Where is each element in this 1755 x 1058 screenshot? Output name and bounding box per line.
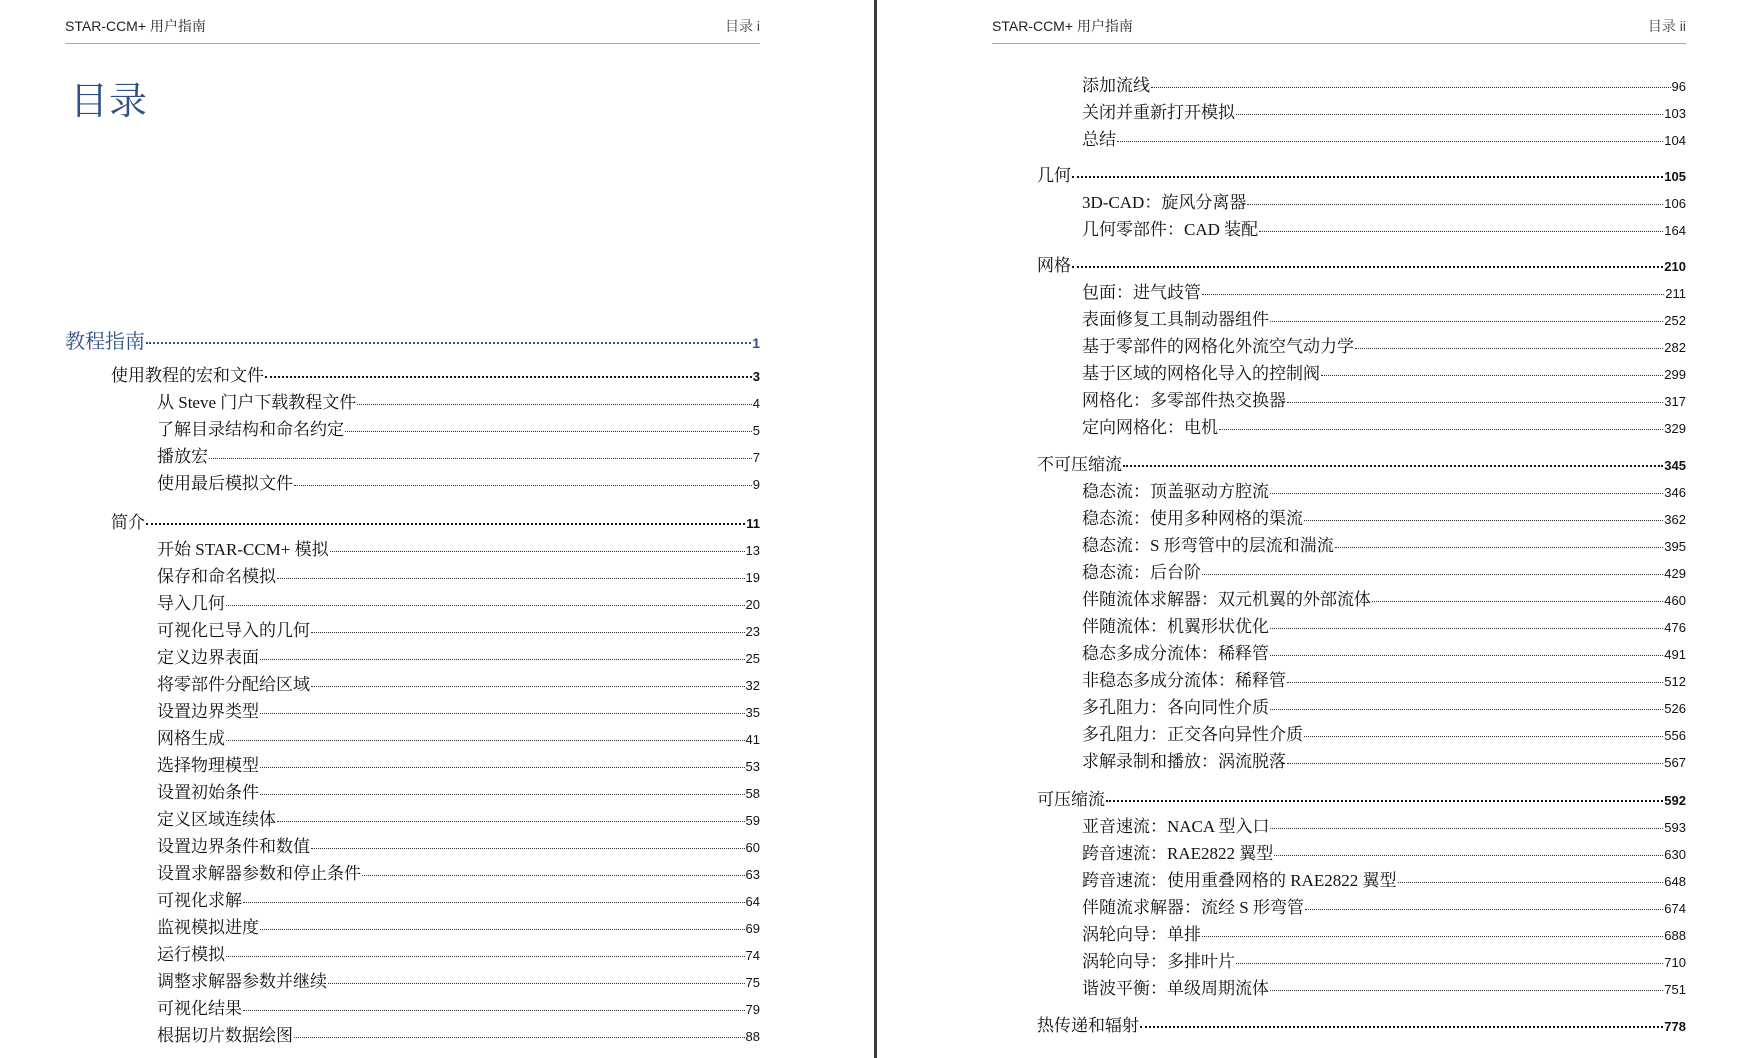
toc-entry-label: 设置边界类型 — [157, 702, 259, 721]
toc-entry-page-number: 63 — [745, 867, 760, 882]
dot-leader — [1202, 935, 1663, 937]
toc-entry-page-number: 20 — [745, 597, 760, 612]
toc-entry[interactable] — [111, 508, 760, 532]
toc-entry-label: 非稳态多成分流体：稀释管 — [1082, 671, 1286, 690]
dot-leader — [1202, 573, 1663, 575]
toc-entry-label: 使用最后模拟文件 — [157, 474, 293, 493]
toc-entry[interactable] — [157, 832, 760, 856]
dot-leader — [311, 847, 745, 849]
toc-entry[interactable] — [1082, 125, 1686, 149]
toc-entry-page-number: 751 — [1664, 982, 1686, 997]
dot-leader — [1355, 347, 1663, 349]
dot-leader — [1247, 203, 1663, 205]
header-rule — [65, 43, 760, 44]
toc-entry[interactable] — [1082, 504, 1686, 528]
toc-entry[interactable] — [157, 697, 760, 721]
dot-leader — [294, 1036, 745, 1038]
toc-entry-page-number: 329 — [1664, 421, 1686, 436]
toc-entry-page-number: 103 — [1664, 106, 1686, 121]
toc-entry-label: 基于零部件的网格化外流空气动力学 — [1082, 337, 1354, 356]
toc-entry-page-number: 96 — [1671, 79, 1686, 94]
toc-entry[interactable] — [1082, 693, 1686, 717]
toc-entry-label: 设置边界条件和数值 — [157, 837, 310, 856]
toc-entry-label: 选择物理模型 — [157, 756, 259, 775]
toc-entry-label: 教程指南 — [65, 329, 145, 353]
toc-entry[interactable] — [157, 1021, 760, 1045]
toc-entry[interactable] — [157, 805, 760, 829]
dot-leader — [277, 820, 745, 822]
dot-leader — [226, 955, 745, 957]
dot-leader — [1117, 140, 1663, 142]
toc-entry-label: 网格化：多零部件热交换器 — [1082, 391, 1286, 410]
toc-entry[interactable] — [1082, 215, 1686, 239]
toc-entry-label: 定义边界表面 — [157, 648, 259, 667]
toc-entry[interactable] — [157, 643, 760, 667]
dot-leader — [1287, 681, 1663, 683]
toc-entry-page-number: 13 — [745, 543, 760, 558]
toc-entry-label: 网格 — [1037, 256, 1071, 275]
toc-entry-page-number: 512 — [1664, 674, 1686, 689]
toc-entry[interactable] — [1082, 558, 1686, 582]
toc-entry-label: 伴随流体：机翼形状优化 — [1082, 617, 1269, 636]
toc-entry[interactable] — [1082, 531, 1686, 555]
toc-entry[interactable] — [1082, 920, 1686, 944]
dot-leader — [330, 550, 745, 552]
toc-entry-page-number: 710 — [1664, 955, 1686, 970]
toc-entry-page-number: 476 — [1664, 620, 1686, 635]
dot-leader — [1304, 519, 1663, 521]
toc-entry-label: 总结 — [1082, 130, 1116, 149]
dot-leader — [1274, 854, 1663, 856]
toc-entry[interactable] — [1082, 477, 1686, 501]
toc-entry[interactable] — [157, 913, 760, 937]
toc-entry-page-number: 35 — [745, 705, 760, 720]
toc-entry-label: 多孔阻力：正交各向异性介质 — [1082, 725, 1303, 744]
toc-entry-label: 将零部件分配给区域 — [157, 675, 310, 694]
page-section-label: 目录 ii — [1647, 18, 1686, 34]
toc-entry-label: 涡轮向导：多排叶片 — [1082, 952, 1235, 971]
dot-leader — [260, 712, 745, 714]
toc-entry[interactable] — [157, 388, 760, 412]
toc-page-right — [877, 0, 1755, 1058]
toc-entry[interactable] — [1082, 386, 1686, 410]
toc-entry-page-number: 395 — [1664, 539, 1686, 554]
toc-entry-page-number: 593 — [1664, 820, 1686, 835]
toc-entry[interactable] — [157, 724, 760, 748]
toc-entry[interactable] — [157, 994, 760, 1018]
toc-entry-page-number: 75 — [745, 975, 760, 990]
toc-entry-page-number: 59 — [745, 813, 760, 828]
toc-entry[interactable] — [1082, 839, 1686, 863]
dot-leader — [1270, 989, 1663, 991]
toc-entry-page-number: 630 — [1664, 847, 1686, 862]
toc-entry[interactable] — [1037, 251, 1686, 275]
dot-leader — [1236, 113, 1663, 115]
toc-entry-label: 了解目录结构和命名约定 — [157, 420, 344, 439]
toc-entry-label: 稳态多成分流体：稀释管 — [1082, 644, 1269, 663]
toc-entry-page-number: 105 — [1664, 169, 1686, 184]
toc-entry-page-number: 53 — [745, 759, 760, 774]
toc-entry-page-number: 210 — [1664, 259, 1686, 274]
toc-entry-label: 保存和命名模拟 — [157, 567, 276, 586]
dot-leader — [1106, 799, 1663, 802]
toc-entry-page-number: 79 — [745, 1002, 760, 1017]
toc-entry[interactable] — [1082, 278, 1686, 302]
toc-entry-page-number: 346 — [1664, 485, 1686, 500]
toc-entry[interactable] — [1082, 866, 1686, 890]
dot-leader — [294, 484, 752, 486]
toc-entry-label: 包面：进气歧管 — [1082, 283, 1201, 302]
document-title: STAR-CCM+ 用户指南 — [65, 18, 206, 34]
toc-entry-page-number: 69 — [745, 921, 760, 936]
dot-leader — [1398, 881, 1664, 883]
toc-entry[interactable] — [157, 751, 760, 775]
toc-entry[interactable] — [157, 589, 760, 613]
toc-entry-label: 跨音速流：RAE2822 翼型 — [1082, 844, 1274, 863]
toc-entry-page-number: 25 — [745, 651, 760, 666]
toc-entry[interactable] — [1037, 1011, 1686, 1035]
toc-entry[interactable] — [157, 967, 760, 991]
toc-entry[interactable] — [1037, 161, 1686, 185]
dot-leader — [1140, 1025, 1663, 1028]
toc-entry-page-number: 7 — [752, 450, 760, 465]
dot-leader — [1236, 962, 1663, 964]
toc-entry[interactable] — [1082, 98, 1686, 122]
toc-entry[interactable] — [157, 469, 760, 493]
toc-entry[interactable] — [157, 562, 760, 586]
dot-leader — [265, 375, 752, 378]
toc-entry-label: 稳态流：S 形弯管中的层流和湍流 — [1082, 536, 1334, 555]
toc-entry[interactable] — [157, 535, 760, 559]
document-title: STAR-CCM+ 用户指南 — [992, 18, 1133, 34]
toc-entry-label: 表面修复工具制动器组件 — [1082, 310, 1269, 329]
dot-leader — [1151, 86, 1671, 88]
dot-leader — [277, 577, 745, 579]
toc-entry-page-number: 592 — [1664, 793, 1686, 808]
toc-entry-label: 可视化已导入的几何 — [157, 621, 310, 640]
dot-leader — [328, 982, 745, 984]
toc-entry-label: 亚音速流：NACA 型入口 — [1082, 817, 1270, 836]
toc-entry[interactable] — [157, 616, 760, 640]
toc-entry-label: 导入几何 — [157, 594, 225, 613]
toc-entry[interactable] — [1082, 413, 1686, 437]
toc-entry[interactable] — [157, 778, 760, 802]
dot-leader — [1219, 428, 1663, 430]
toc-title: 目录 — [70, 79, 149, 123]
dot-leader — [1072, 175, 1663, 178]
running-header — [65, 14, 760, 36]
toc-entry[interactable] — [157, 415, 760, 439]
toc-entry-page-number: 299 — [1664, 367, 1686, 382]
dot-leader — [1270, 320, 1663, 322]
toc-entry[interactable] — [157, 859, 760, 883]
toc-entry-label: 热传递和辐射 — [1037, 1016, 1139, 1035]
toc-entry-page-number: 5 — [752, 423, 760, 438]
toc-entry-page-number: 556 — [1664, 728, 1686, 743]
dot-leader — [260, 928, 745, 930]
toc-entry[interactable] — [1082, 812, 1686, 836]
toc-page-left — [0, 0, 874, 1058]
dot-leader — [209, 457, 752, 459]
toc-entry[interactable] — [1082, 747, 1686, 771]
dot-leader — [1072, 265, 1663, 268]
toc-entry-label: 运行模拟 — [157, 945, 225, 964]
toc-entry-page-number: 429 — [1664, 566, 1686, 581]
toc-entry[interactable] — [1082, 947, 1686, 971]
toc-entry-label: 基于区域的网格化导入的控制阀 — [1082, 364, 1320, 383]
toc-entry[interactable] — [1082, 71, 1686, 95]
toc-entry-label: 伴随流体求解器：双元机翼的外部流体 — [1082, 590, 1371, 609]
toc-entry-page-number: 32 — [745, 678, 760, 693]
toc-entry-page-number: 491 — [1664, 647, 1686, 662]
toc-entry-page-number: 11 — [746, 516, 760, 531]
toc-entry-page-number: 1 — [752, 335, 760, 351]
toc-entry[interactable] — [157, 442, 760, 466]
dot-leader — [311, 685, 745, 687]
dot-leader — [260, 793, 745, 795]
running-header — [992, 14, 1686, 36]
dot-leader — [146, 522, 745, 525]
dot-leader — [1304, 735, 1663, 737]
toc-entry-label: 监视模拟进度 — [157, 918, 259, 937]
toc-entry-label: 不可压缩流 — [1037, 455, 1122, 474]
toc-entry-label: 涡轮向导：单排 — [1082, 925, 1201, 944]
dot-leader — [243, 901, 745, 903]
toc-entry[interactable] — [1082, 612, 1686, 636]
toc-entry-page-number: 4 — [752, 396, 760, 411]
toc-entry-label: 3D-CAD：旋风分离器 — [1082, 193, 1247, 212]
dot-leader — [345, 430, 752, 432]
toc-entry-page-number: 41 — [745, 732, 760, 747]
dot-leader — [1270, 827, 1663, 829]
dot-leader — [1270, 708, 1663, 710]
toc-entry-label: 可视化求解 — [157, 891, 242, 910]
toc-entry-page-number: 23 — [745, 624, 760, 639]
toc-entry-page-number: 317 — [1664, 394, 1686, 409]
toc-entry-label: 多孔阻力：各向同性介质 — [1082, 698, 1269, 717]
page-section-label: 目录 i — [725, 18, 760, 34]
toc-entry[interactable] — [1082, 585, 1686, 609]
toc-entry-page-number: 567 — [1664, 755, 1686, 770]
toc-entry-page-number: 460 — [1664, 593, 1686, 608]
toc-entry-page-number: 106 — [1664, 196, 1686, 211]
toc-entry-page-number: 211 — [1665, 286, 1686, 301]
dot-leader — [1287, 762, 1663, 764]
dot-leader — [243, 1009, 745, 1011]
toc-entry-page-number: 688 — [1664, 928, 1686, 943]
toc-entry[interactable] — [1082, 666, 1686, 690]
toc-entry[interactable] — [157, 670, 760, 694]
toc-entry-page-number: 778 — [1664, 1019, 1686, 1034]
toc-entry-page-number: 648 — [1664, 874, 1686, 889]
toc-entry[interactable] — [1082, 639, 1686, 663]
toc-entry-label: 伴随流求解器：流经 S 形弯管 — [1082, 898, 1304, 917]
toc-entry-label: 添加流线 — [1082, 76, 1150, 95]
toc-entry-label: 设置初始条件 — [157, 783, 259, 802]
dot-leader — [1335, 546, 1664, 548]
toc-entry-label: 定向网格化：电机 — [1082, 418, 1218, 437]
toc-entry[interactable] — [1037, 785, 1686, 809]
toc-entry-page-number: 88 — [745, 1029, 760, 1044]
toc-entry-page-number: 64 — [745, 894, 760, 909]
dot-leader — [1270, 492, 1663, 494]
toc-entry-label: 跨音速流：使用重叠网格的 RAE2822 翼型 — [1082, 871, 1397, 890]
dot-leader — [1259, 230, 1663, 232]
toc-entry-page-number: 674 — [1664, 901, 1686, 916]
toc-entry-label: 从 Steve 门户下载教程文件 — [157, 393, 357, 412]
toc-entry[interactable] — [157, 940, 760, 964]
toc-entry-page-number: 345 — [1664, 458, 1686, 473]
toc-entry-label: 几何零部件：CAD 装配 — [1082, 220, 1259, 239]
toc-entry[interactable] — [1082, 359, 1686, 383]
toc-entry-page-number: 3 — [752, 369, 760, 384]
toc-entry[interactable] — [157, 886, 760, 910]
toc-entry-page-number: 9 — [752, 477, 760, 492]
toc-entry[interactable] — [1082, 305, 1686, 329]
toc-entry[interactable] — [1082, 720, 1686, 744]
toc-entry-page-number: 74 — [745, 948, 760, 963]
toc-entry-label: 可压缩流 — [1037, 790, 1105, 809]
toc-entry-label: 可视化结果 — [157, 999, 242, 1018]
toc-entry-page-number: 362 — [1664, 512, 1686, 527]
toc-entry[interactable] — [1082, 974, 1686, 998]
dot-leader — [1321, 374, 1663, 376]
toc-entry-label: 定义区域连续体 — [157, 810, 276, 829]
toc-entry-label: 调整求解器参数并继续 — [157, 972, 327, 991]
dot-leader — [1287, 401, 1663, 403]
toc-entry-page-number: 164 — [1664, 223, 1686, 238]
toc-entry-label: 开始 STAR-CCM+ 模拟 — [157, 540, 329, 559]
dot-leader — [1305, 908, 1663, 910]
toc-entry[interactable] — [111, 361, 760, 385]
toc-entry-label: 简介 — [111, 513, 145, 532]
toc-entry-label: 求解录制和播放：涡流脱落 — [1082, 752, 1286, 771]
toc-entry-label: 关闭并重新打开模拟 — [1082, 103, 1235, 122]
toc-entry-label: 稳态流：后台阶 — [1082, 563, 1201, 582]
toc-entry-page-number: 60 — [745, 840, 760, 855]
toc-entry-page-number: 19 — [745, 570, 760, 585]
dot-leader — [1202, 293, 1664, 295]
dot-leader — [357, 403, 751, 405]
dot-leader — [362, 874, 745, 876]
dot-leader — [1270, 627, 1663, 629]
dot-leader — [146, 341, 751, 344]
dot-leader — [1270, 654, 1663, 656]
dot-leader — [260, 766, 745, 768]
toc-entry-label: 网格生成 — [157, 729, 225, 748]
dot-leader — [311, 631, 745, 633]
dot-leader — [260, 658, 745, 660]
toc-entry-label: 使用教程的宏和文件 — [111, 366, 264, 385]
toc-entry-page-number: 526 — [1664, 701, 1686, 716]
toc-entry-page-number: 282 — [1664, 340, 1686, 355]
dot-leader — [226, 604, 745, 606]
toc-entry[interactable] — [1037, 450, 1686, 474]
toc-entry[interactable] — [1082, 188, 1686, 212]
toc-entry-label: 根据切片数据绘图 — [157, 1026, 293, 1045]
toc-entry-label: 几何 — [1037, 166, 1071, 185]
dot-leader — [226, 739, 745, 741]
dot-leader — [1123, 464, 1663, 467]
toc-entry[interactable] — [1082, 893, 1686, 917]
toc-entry-page-number: 58 — [745, 786, 760, 801]
toc-entry[interactable] — [1082, 332, 1686, 356]
toc-entry-label: 稳态流：使用多种网格的渠流 — [1082, 509, 1303, 528]
toc-entry-label: 设置求解器参数和停止条件 — [157, 864, 361, 883]
header-rule — [992, 43, 1686, 44]
toc-entry-page-number: 252 — [1664, 313, 1686, 328]
dot-leader — [1372, 600, 1663, 602]
toc-entry-label: 谐波平衡：单级周期流体 — [1082, 979, 1269, 998]
toc-entry-label: 播放宏 — [157, 447, 208, 466]
toc-entry[interactable] — [65, 325, 760, 353]
toc-entry-page-number: 104 — [1664, 133, 1686, 148]
toc-entry-label: 稳态流：顶盖驱动方腔流 — [1082, 482, 1269, 501]
